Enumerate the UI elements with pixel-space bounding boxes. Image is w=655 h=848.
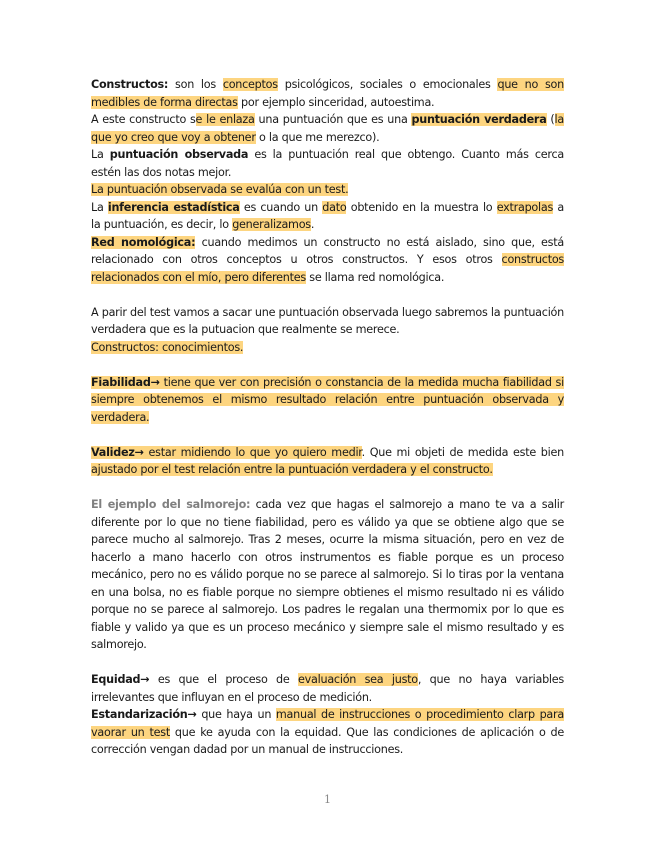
text-span: obtenido en la muestra lo	[346, 200, 497, 214]
text-span: que haya un	[196, 708, 276, 721]
highlight-span: extrapolas	[496, 200, 554, 214]
text-span: es que el proceso de	[149, 673, 299, 686]
paragraph-inferencia	[91, 199, 564, 234]
paragraph-conocimientos	[91, 339, 564, 357]
text-span: La	[91, 200, 108, 214]
paragraph-puntuacion-verdadera	[91, 111, 564, 146]
term-inferencia-estadistica: inferencia estadística	[107, 200, 240, 214]
text-span: , que no haya variables irrelevantes que influyan en el proceso de medición.	[91, 673, 565, 704]
text-span: se llama red nomológica.	[305, 270, 445, 284]
text-span: una puntuación que es una	[254, 113, 412, 126]
text-span: . Que mi objeti de medida este bien	[361, 445, 564, 459]
term-puntuacion-verdadera: puntuación verdadera	[411, 113, 547, 126]
text-span: La	[91, 148, 110, 161]
text-span: A este constructo s	[91, 113, 196, 126]
term-equidad: Equidad→	[91, 673, 150, 686]
paragraph-equidad	[91, 671, 564, 706]
paragraph-salmorejo	[91, 496, 564, 654]
page-number: 1	[324, 793, 331, 806]
spacer	[91, 286, 564, 304]
highlight-span: la que yo creo que voy a obtener	[91, 113, 564, 144]
text-span: es cuando un	[239, 200, 323, 214]
highlight-span: evaluación sea justo	[298, 673, 418, 686]
highlight-span: constructos relacionados con el mío, pero diferentes	[91, 253, 564, 284]
text-span: A parir del test vamos a sacar une puntuación observada luego sabremos la puntuación verdadera que es la putuacion que realmente se merece.	[91, 305, 564, 336]
term-ejemplo-salmorejo: El ejemplo del salmorejo:	[91, 498, 251, 511]
paragraph-estandarizacion	[91, 706, 564, 759]
spacer	[91, 356, 564, 374]
text-span: .	[310, 218, 315, 231]
paragraph-test	[91, 181, 564, 199]
highlight-span: generalizamos	[232, 218, 311, 231]
term-puntuacion-observada: puntuación observada	[109, 148, 249, 161]
highlight-span: tiene que ver con precisión o constancia de la medida mucha fiabilidad si siempre obtenemos el mismo resultado relación entre puntuación observada y verdadera.	[91, 375, 564, 424]
document-body	[91, 76, 564, 759]
term-validez: Validez→	[91, 445, 144, 459]
text-span: es la puntuación real que obtengo. Cuanto más cerca estén las dos notas mejor.	[91, 148, 565, 179]
text-span: a la puntuación, es decir, lo	[91, 200, 564, 231]
term-constructos: Constructos:	[91, 78, 169, 91]
term-fiabilidad: Fiabilidad→	[91, 375, 160, 389]
paragraph-validez	[91, 444, 564, 479]
text-span: (	[546, 113, 555, 126]
highlight-span: e le enlaza	[195, 113, 255, 126]
paragraph-fiabilidad	[91, 374, 564, 427]
paragraph-constructos	[91, 76, 564, 111]
text-span: que ke ayuda con la equidad. Que las condiciones de aplicación o de corrección vengan dadad por un manual de instrucciones.	[91, 725, 564, 756]
text-span: por ejemplo sinceridad, autoestima.	[237, 95, 435, 109]
paragraph-red-nomologica	[91, 234, 564, 287]
paragraph-puntuacion-observada	[91, 146, 564, 181]
spacer	[91, 654, 564, 672]
highlight-span: dato	[322, 200, 347, 214]
text-span: cuando medimos un constructo no está aislado, sino que, está relacionado con otros conceptos u otros constructos. Y esos otros	[91, 235, 564, 266]
highlight-span: ajustado por el test relación entre la puntuación verdadera y el constructo.	[91, 463, 493, 476]
highlight-span: manual de instrucciones o procedimiento clarp para vaorar un test	[91, 708, 564, 739]
text-span: son los	[168, 78, 223, 91]
text-span: o la que me merezco).	[255, 130, 380, 144]
spacer	[91, 426, 564, 444]
spacer	[91, 479, 564, 497]
text-span: cada vez que hagas el salmorejo a mano te va a salir diferente por lo que no tiene fiabilidad, pero es válido ya que se obtiene algo que se parece mucho al salmorejo. Tras 2 meses, ocurre la misma situación, pero en vez de hacerlo a mano hacerlo con otros instrumentos es fiable porque es un proceso mecánico, pero no es válido porque no se parece al salmorejo. Si lo tiras por la ventana en una bolsa, no es fiable porque no siempre obtienes el mismo resultado ni es válido porque no se parece al salmorejo. Los padres le regalan una thermomix por lo que es fiable y valido ya que es un proceso mecánico y siempre sale el mismo resultado y es salmorejo.	[91, 498, 564, 651]
highlight-span: estar midiendo lo que yo quiero medir	[143, 445, 362, 459]
term-red-nomologica: Red nomológica:	[91, 235, 196, 249]
term-estandarizacion: Estandarización→	[91, 708, 197, 721]
highlight-span: que no son medibles de forma directas	[91, 78, 564, 109]
text-span: psicológicos, sociales o emocionales	[277, 78, 498, 91]
paragraph-a-partir-del-test	[91, 304, 564, 339]
highlight-span: La puntuación observada se evalúa con un test.	[91, 183, 349, 196]
highlight-span: Constructos: conocimientos.	[91, 340, 244, 354]
highlight-span: conceptos	[222, 78, 278, 91]
